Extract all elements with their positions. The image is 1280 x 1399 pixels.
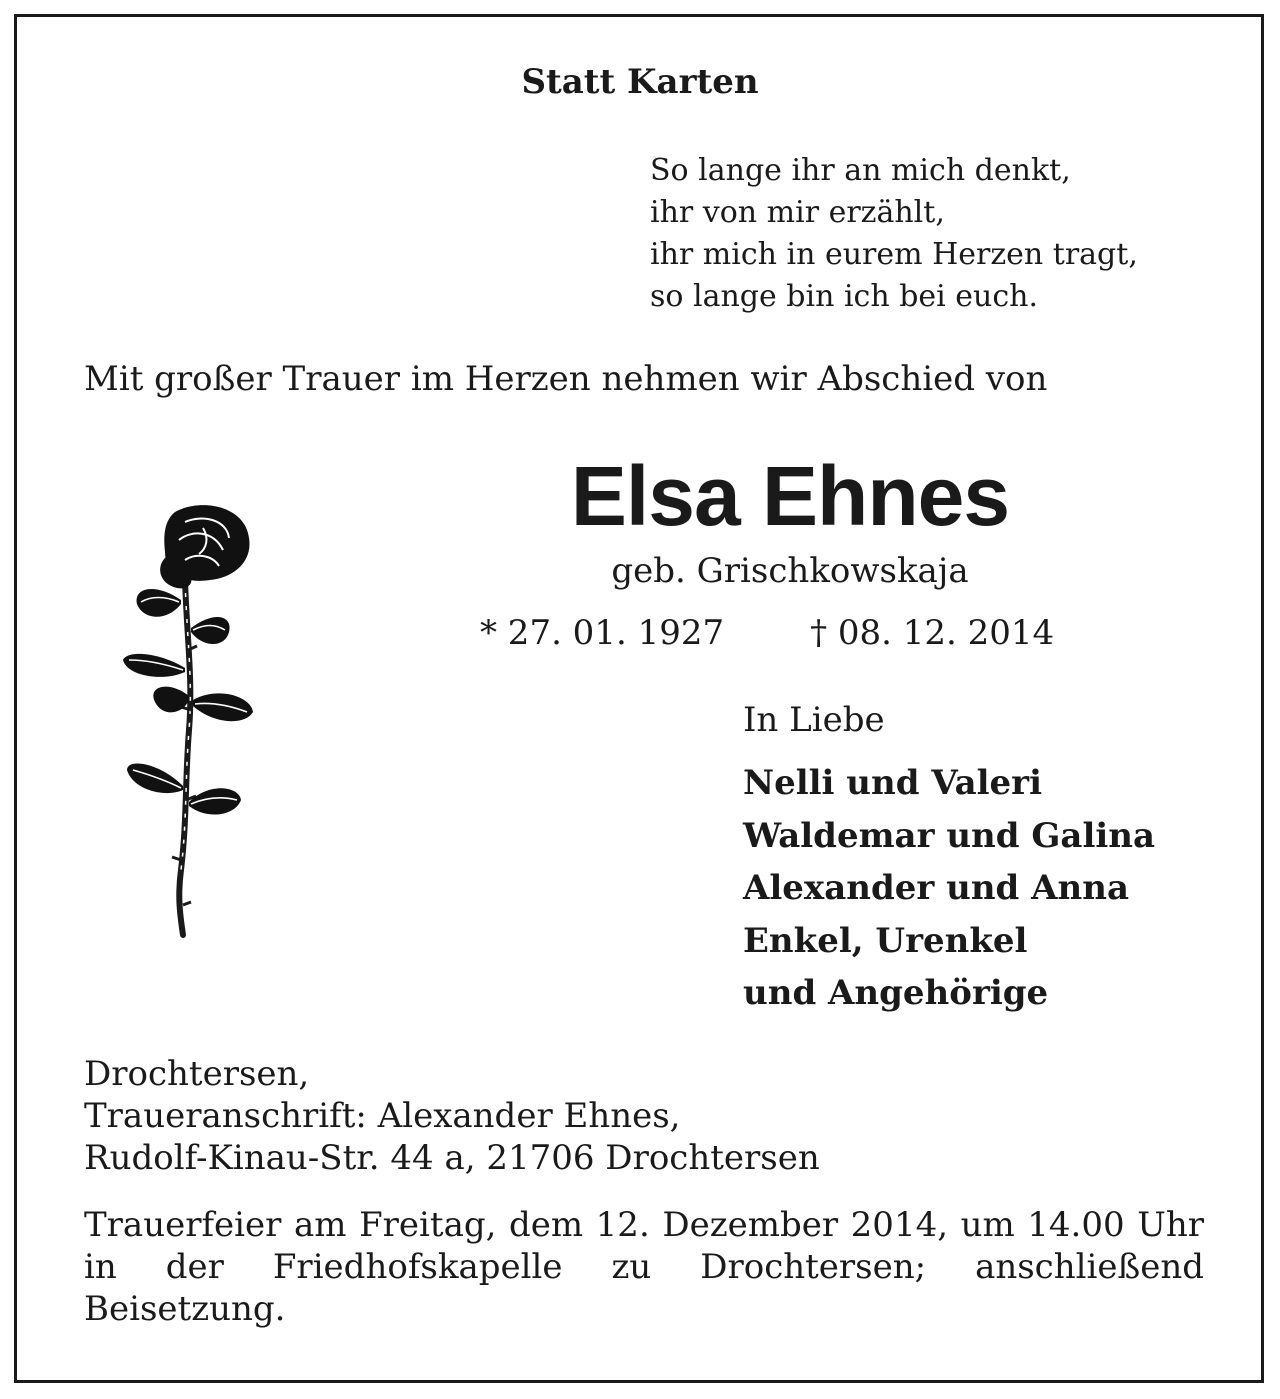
mourner-entry: Waldemar und Galina [743, 815, 1156, 856]
mourning-address [84, 1053, 820, 1179]
intro-text: Mit großer Trauer im Herzen nehmen wir Abschied von [84, 359, 1048, 399]
mourner-entry: Nelli und Valeri [743, 763, 1043, 803]
mourners-list [743, 757, 1155, 1020]
poem-line: ihr von mir erzählt, [650, 195, 945, 230]
poem-line: ihr mich in eurem Herzen tragt, [650, 237, 1138, 272]
maiden-name: geb. Grischkowskaja [611, 551, 969, 591]
address-line: Rudolf-Kinau-Str. 44 a, 21706 Drochtersen [84, 1138, 820, 1178]
mourner-entry: Enkel, Urenkel [743, 920, 1028, 961]
address-line: Traueranschrift: Alexander Ehnes, [84, 1096, 681, 1136]
mourner-entry: Alexander und Anna [743, 868, 1130, 908]
deceased-name: Elsa Ehnes [570, 449, 1010, 543]
death-date: † 08. 12. 2014 [810, 613, 1055, 653]
mourner-entry: und Angehörige [743, 973, 1049, 1013]
notice-heading: Statt Karten [521, 62, 759, 102]
birth-date: * 27. 01. 1927 [480, 613, 725, 653]
poem-line: so lange bin ich bei euch. [650, 279, 1039, 314]
poem [650, 150, 1138, 318]
rose-icon [115, 500, 265, 940]
in-love-label: In Liebe [743, 700, 885, 740]
address-line: Drochtersen, [84, 1054, 310, 1094]
funeral-service-info: Trauerfeier am Freitag, dem 12. Dezember 2014, um 14.00 Uhr in der Friedhofskapelle zu Drochtersen; anschließend Beisetzung. [84, 1205, 1204, 1329]
poem-line: So lange ihr an mich denkt, [650, 153, 1071, 188]
life-dates [480, 610, 1054, 656]
